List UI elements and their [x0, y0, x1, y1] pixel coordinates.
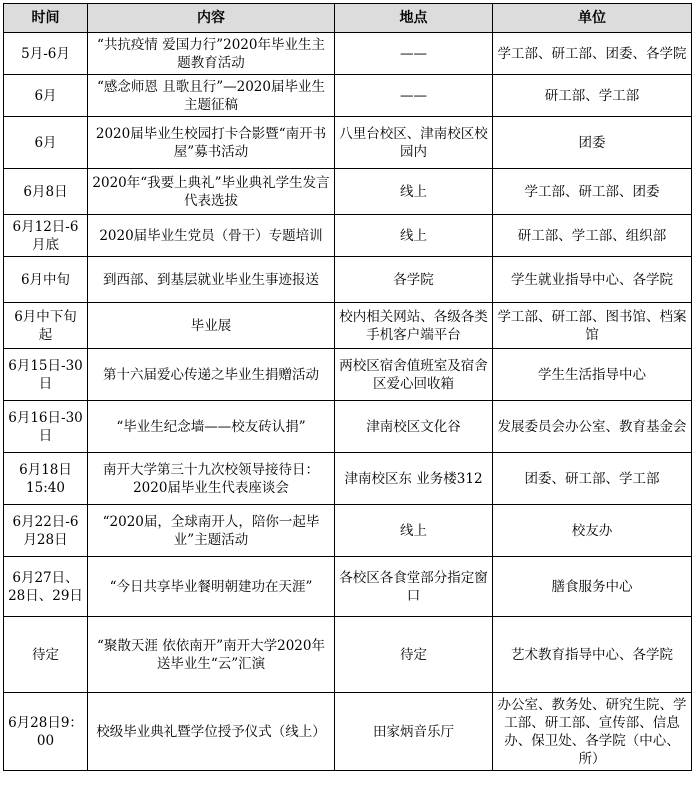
cell-content: 2020年“我要上典礼”毕业典礼学生发言代表选拔: [88, 169, 335, 215]
cell-unit: 研工部、学工部、组织部: [493, 215, 692, 257]
cell-unit: 学工部、研工部、团委: [493, 169, 692, 215]
cell-place: 津南校区东 业务楼312: [335, 453, 493, 505]
table-row: [4, 169, 692, 215]
cell-content: 毕业展: [88, 303, 335, 349]
cell-unit: 校友办: [493, 505, 692, 557]
cell-time: 6月22日-6月28日: [4, 505, 88, 557]
table-row: [4, 505, 692, 557]
table-row: [4, 117, 692, 169]
header-time: 时间: [4, 4, 88, 33]
cell-time: 6月15日-30日: [4, 349, 88, 401]
header-unit: 单位: [493, 4, 692, 33]
cell-time: 6月28日9：00: [4, 693, 88, 771]
cell-content: “感念师恩 且歌且行”—2020届毕业生主题征稿: [88, 75, 335, 117]
cell-content: “今日共享毕业餐明朝建功在天涯”: [88, 557, 335, 617]
cell-time: 待定: [4, 617, 88, 693]
cell-place: 线上: [335, 505, 493, 557]
cell-time: 6月8日: [4, 169, 88, 215]
cell-place: 两校区宿舍值班室及宿舍区爱心回收箱: [335, 349, 493, 401]
table-row: [4, 75, 692, 117]
cell-place: 津南校区文化谷: [335, 401, 493, 453]
header-place: 地点: [335, 4, 493, 33]
cell-content: 2020届毕业生校园打卡合影暨“南开书屋”募书活动: [88, 117, 335, 169]
cell-unit: 学生就业指导中心、各学院: [493, 257, 692, 303]
cell-time: 6月12日-6月底: [4, 215, 88, 257]
cell-place: ——: [335, 75, 493, 117]
cell-place: ——: [335, 33, 493, 75]
cell-time: 6月18日15:40: [4, 453, 88, 505]
table-row: [4, 401, 692, 453]
activity-schedule-table: [3, 3, 692, 771]
cell-time: 6月中旬: [4, 257, 88, 303]
cell-unit: 学工部、研工部、图书馆、档案馆: [493, 303, 692, 349]
table-row: [4, 215, 692, 257]
cell-unit: 膳食服务中心: [493, 557, 692, 617]
cell-place: 线上: [335, 215, 493, 257]
cell-time: 5月-6月: [4, 33, 88, 75]
cell-place: 各校区各食堂部分指定窗口: [335, 557, 493, 617]
table-row: [4, 303, 692, 349]
cell-place: 校内相关网站、各级各类手机客户端平台: [335, 303, 493, 349]
cell-unit: 学生生活指导中心: [493, 349, 692, 401]
cell-place: 田家炳音乐厅: [335, 693, 493, 771]
cell-place: 八里台校区、津南校区校园内: [335, 117, 493, 169]
table-row: [4, 693, 692, 771]
cell-content: “2020届，全球南开人，陪你一起毕业”主题活动: [88, 505, 335, 557]
cell-time: 6月: [4, 75, 88, 117]
header-content: 内容: [88, 4, 335, 33]
cell-unit: 学工部、研工部、团委、各学院: [493, 33, 692, 75]
cell-unit: 团委: [493, 117, 692, 169]
table-row: [4, 453, 692, 505]
cell-content: 第十六届爱心传递之毕业生捐赠活动: [88, 349, 335, 401]
table-row: [4, 617, 692, 693]
cell-unit: 办公室、教务处、研究生院、学工部、研工部、宣传部、信息办、保卫处、各学院（中心、所）: [493, 693, 692, 771]
cell-place: 待定: [335, 617, 493, 693]
cell-place: 线上: [335, 169, 493, 215]
cell-content: 校级毕业典礼暨学位授予仪式（线上）: [88, 693, 335, 771]
cell-time: 6月: [4, 117, 88, 169]
cell-content: 到西部、到基层就业毕业生事迹报送: [88, 257, 335, 303]
table-row: [4, 33, 692, 75]
cell-content: “毕业生纪念墙——校友砖认捐”: [88, 401, 335, 453]
cell-place: 各学院: [335, 257, 493, 303]
cell-unit: 艺术教育指导中心、各学院: [493, 617, 692, 693]
cell-time: 6月中下旬起: [4, 303, 88, 349]
cell-unit: 研工部、学工部: [493, 75, 692, 117]
table-row: [4, 257, 692, 303]
cell-content: “聚散天涯 依依南开”南开大学2020年送毕业生“云”汇演: [88, 617, 335, 693]
header-row: [4, 4, 692, 33]
cell-content: “共抗疫情 爱国力行”2020年毕业生主题教育活动: [88, 33, 335, 75]
cell-unit: 团委、研工部、学工部: [493, 453, 692, 505]
cell-unit: 发展委员会办公室、教育基金会: [493, 401, 692, 453]
cell-content: 2020届毕业生党员（骨干）专题培训: [88, 215, 335, 257]
cell-time: 6月27日、28日、29日: [4, 557, 88, 617]
table-row: [4, 557, 692, 617]
cell-time: 6月16日-30日: [4, 401, 88, 453]
cell-content: 南开大学第三十九次校领导接待日：2020届毕业生代表座谈会: [88, 453, 335, 505]
table-row: [4, 349, 692, 401]
